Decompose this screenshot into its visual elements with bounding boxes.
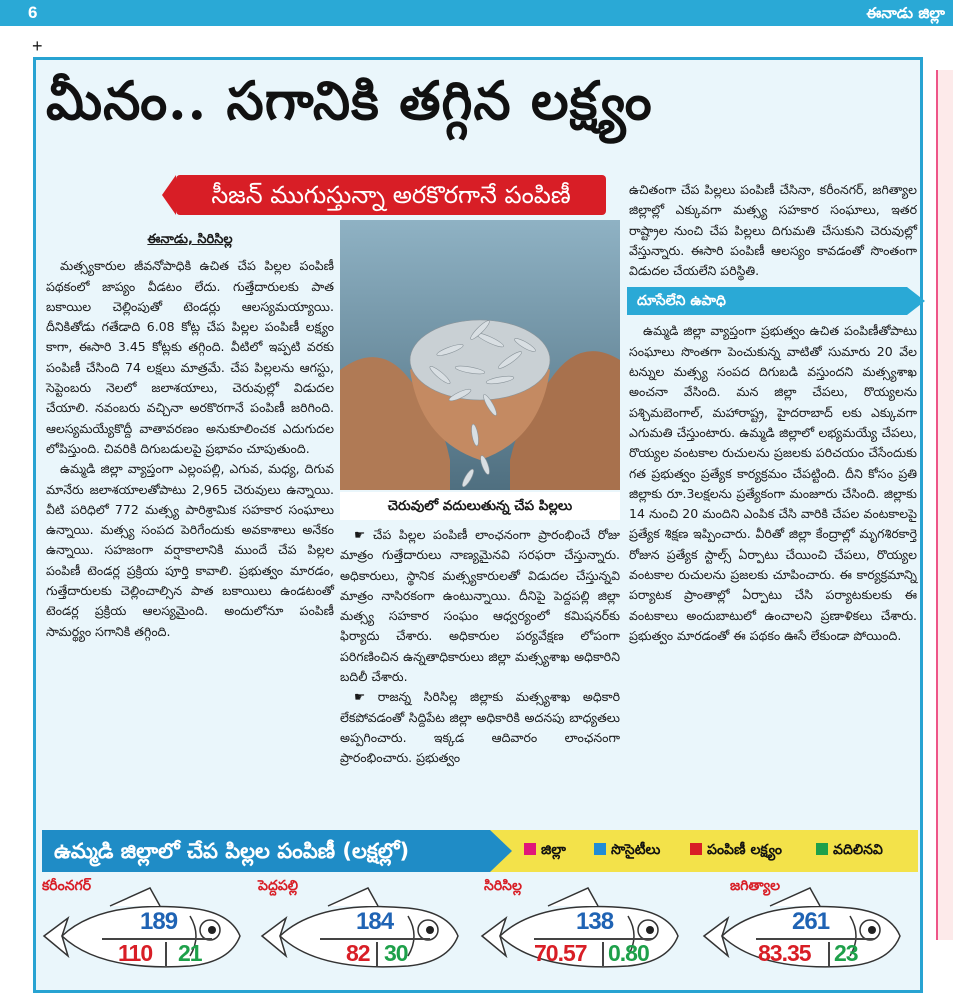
divider — [602, 942, 604, 966]
photo-caption: చెరువులో వదులుతున్న చేప పిల్లలు — [340, 492, 620, 520]
divider — [165, 942, 167, 966]
legend-swatch — [524, 843, 536, 855]
paragraph: మత్స్యకారుల జీవనోపాధికి ఉచిత చేప పిల్లల పంపిణీ పథకంలో జాప్యం వీడటం లేదు. గుత్తేదారులకు పాత బకాయిల చెల్లింపుతో టెండర్లు ఆలస్యమయ్యాయి. దీనికితోడు గతేడాది 6.08 కోట్ల చేప పిల్లల పంపిణీ లక్ష్యం కాగా, ఈసారి 3.45 కోట్లకు తగ్గింది. వీటిలో ఇప్పటి వరకు పంపిణీ చేసింది 74 లక్షలు మాత్రమే. చేప పిల్లలను ఆగస్టు, సెప్టెంబరు నెలలో జలాశయాలు, చెరువుల్లో విడుదల చేయాలి. నవంబరు వచ్చినా అరకొరగానే పంపిణీ జరిగింది. ఆలస్యమయ్యేకొద్దీ వాతావరణం అనుకూలించక ఎదుగుదల లోపిస్తుంది. చివరికి దిగుబడులపై ప్రభావం చూపుతుంది. — [46, 258, 334, 456]
district-fish-card — [40, 878, 245, 983]
paragraph: ☛ రాజన్న సిరిసిల్ల జిల్లాకు మత్స్యశాఖ అధికారి లేకపోవడంతో సిద్దిపేట జిల్లా అధికారికి అదనపు బాధ్యతలు అప్పగించారు. ఇక్కడ ఆదివారం లాంఛనంగా ప్రారంభించారు. ప్రభుత్వం — [340, 689, 620, 766]
societies-count: 261 — [792, 908, 830, 935]
divider — [828, 942, 830, 966]
divider — [320, 938, 430, 940]
subheadline-banner: సీజన్ ముగుస్తున్నా అరకొరగానే పంపిణీ — [176, 175, 606, 215]
adjacent-column-edge — [936, 70, 953, 940]
article-column-3 — [629, 180, 917, 646]
district-name: కరీంనగర్ — [42, 878, 91, 894]
article-frame — [33, 57, 923, 993]
released-value: 23 — [834, 940, 858, 966]
fish-fingerlings-photo — [340, 220, 620, 490]
target-value: 110 — [118, 940, 153, 966]
paragraph: ☛ చేప పిల్లల పంపిణీ లాంఛనంగా ప్రారంభించే రోజు మాత్రం గుత్తేదారులు నాణ్యమైనవి సరఫరా చేస్తున్నారు. అధికారులు, స్థానిక మత్స్యకారులతో విడుదల చేస్తున్నవి మాత్రం నాసిరకంగా ఉంటున్నాయి. దీనిపై పెద్దపల్లి జిల్లా మత్స్య సహకార సంఘం ఆధ్వర్యంలో కమిషనర్‌కు ఫిర్యాదు చేశారు. అధికారుల పర్యవేక్షణ లోపంగా పరిగణించిన ఉన్నతాధికారులు జిల్లా మత్స్యశాఖ అధికారిని బదిలీ చేశారు. — [340, 527, 620, 685]
societies-count: 189 — [140, 908, 178, 935]
byline: ఈనాడు, సిరిసిల్ల — [147, 232, 233, 247]
crosshair-plus-icon: + — [32, 36, 43, 56]
newspaper-name: ఈనాడు జిల్లా — [866, 4, 945, 22]
section-tag: దూసేలేని ఉపాధి — [627, 287, 907, 315]
district-name: జగిత్యాల — [730, 878, 781, 894]
legend-swatch — [690, 843, 702, 855]
released-value: 21 — [178, 940, 202, 966]
district-name: పెద్దపల్లి — [258, 878, 299, 894]
legend-item: సొసైటీలు — [594, 842, 660, 861]
district-fish-card — [478, 878, 683, 983]
article-column-2 — [340, 525, 620, 769]
paragraph: ఉమ్మడి జిల్లా వ్యాప్తంగా ప్రభుత్వం ఉచిత పంపిణీతోపాటు సంఘాలు సొంతగా పెంచుకున్న వాటితో సుమారు 20 వేల టన్నుల మత్స్య సంపద దిగుబడి వస్తుందని మత్స్యశాఖ అంచనా వేసింది. మన జిల్లా చేపలు, రొయ్యలను పశ్చిమబెంగాల్, మహారాష్ట్ర, హైదరాబాద్ లకు ఎక్కువగా ఎగుమతి చేస్తుంటారు. ఉమ్మడి జిల్లాలో లభ్యమయ్యే చేపలు, రొయ్యల వంటకాల రుచులను ప్రజలకు పరిచయం చేసేందుకు గత ప్రభుత్వం ప్రత్యేక కార్యక్రమం చేపట్టింది. దీని కోసం ప్రతి జిల్లాకు రూ.3లక్షలను ప్రత్యేకంగా మంజూరు చేసింది. జిల్లాకు 14 నుంచి 20 మందిని ఎంపిక చేసి వారికి చేపల వంటకాలపై ప్రత్యేక శిక్షణ ఇప్పించారు. వీరితో జిల్లా కేంద్రాల్లో మృగశిరకార్తె రోజున ప్రత్యేక స్టాల్స్ ఏర్పాటు చేయించి చేపలు, రొయ్యల వంటకాల రుచులను ప్రజలకు చూపించారు. ఈ కార్యక్రమాన్ని పర్యాటక ప్రాంతాల్లో ఏర్పాటు చేసి పర్యాటకులకు ఈ వంటకాలు అందుబాటులో ఉంచాలని ప్రణాళికలు చేశారు. ప్రభుత్వం మారడంతో ఈ పథకం ఊసే లేకుండా పోయింది. — [629, 323, 917, 643]
district-fish-card — [258, 878, 463, 983]
legend-swatch — [816, 843, 828, 855]
headline: మీనం.. సగానికి తగ్గిన లక్ష్యం — [46, 70, 653, 132]
divider — [376, 942, 378, 966]
infographic-header — [42, 830, 918, 872]
target-value: 83.35 — [758, 940, 811, 966]
page-number: 6 — [28, 3, 38, 22]
district-name: సిరిసిల్ల — [484, 878, 522, 894]
societies-count: 138 — [576, 908, 614, 935]
legend-item: పంపిణీ లక్ష్యం — [690, 842, 782, 861]
legend-item: జిల్లా — [524, 842, 566, 861]
released-value: 0.80 — [608, 940, 649, 966]
legend-item: వదిలినవి — [816, 842, 883, 861]
infographic-legend — [490, 830, 918, 872]
released-value: 30 — [384, 940, 408, 966]
legend-swatch — [594, 843, 606, 855]
paragraph: ఉచితంగా చేప పిల్లలు పంపిణీ చేసినా, కరీంనగర్, జగిత్యాల జిల్లాల్లో ఎక్కువగా మత్స్య సహకార సంఘాలు, ఇతర రాష్ట్రాల నుంచి చేప పిల్లలు దిగుమతి చేసుకుని చెరువుల్లో వేస్తున్నారు. ఈసారి పంపిణీ ఆలస్యం కావడంతో సొంతంగా విడుదల చేయలేని పరిస్థితి. — [629, 182, 917, 279]
paragraph: ఉమ్మడి జిల్లా వ్యాప్తంగా ఎల్లంపల్లి, ఎగువ, మధ్య, దిగువ మానేరు జలాశయాలతోపాటు 2,965 చెరువులు ఉన్నాయి. వీటి పరిధిలో 772 మత్స్య పారిశ్రామిక సహకార సంఘాలు ఉన్నాయి. మత్స్య సంపద పెరిగేందుకు అవకాశాలు అనేకం ఉన్నాయి. సహజంగా వర్షాకాలానికి ముందే చేప పిల్లల పంపిణీ టెండర్ల ప్రక్రియ పూర్తి కావాలి. ప్రభుత్వం మారడం, గుత్తేదారులకు చెల్లించాల్సిన పాత బకాయిలు ఉండటంతో టెండర్ల ప్రక్రియ ఆలస్యమైంది. అందులోనూ పంపిణీ సామర్థ్యం సగానికి తగ్గింది. — [46, 461, 334, 639]
infographic-title: ఉమ్మడి జిల్లాలో చేప పిల్లల పంపిణీ (లక్షల్లో) — [42, 830, 502, 872]
page-header-bar — [0, 0, 953, 26]
district-fish-card — [700, 878, 905, 983]
article-column-1 — [46, 222, 334, 642]
target-value: 82 — [346, 940, 370, 966]
societies-count: 184 — [356, 908, 394, 935]
target-value: 70.57 — [534, 940, 587, 966]
